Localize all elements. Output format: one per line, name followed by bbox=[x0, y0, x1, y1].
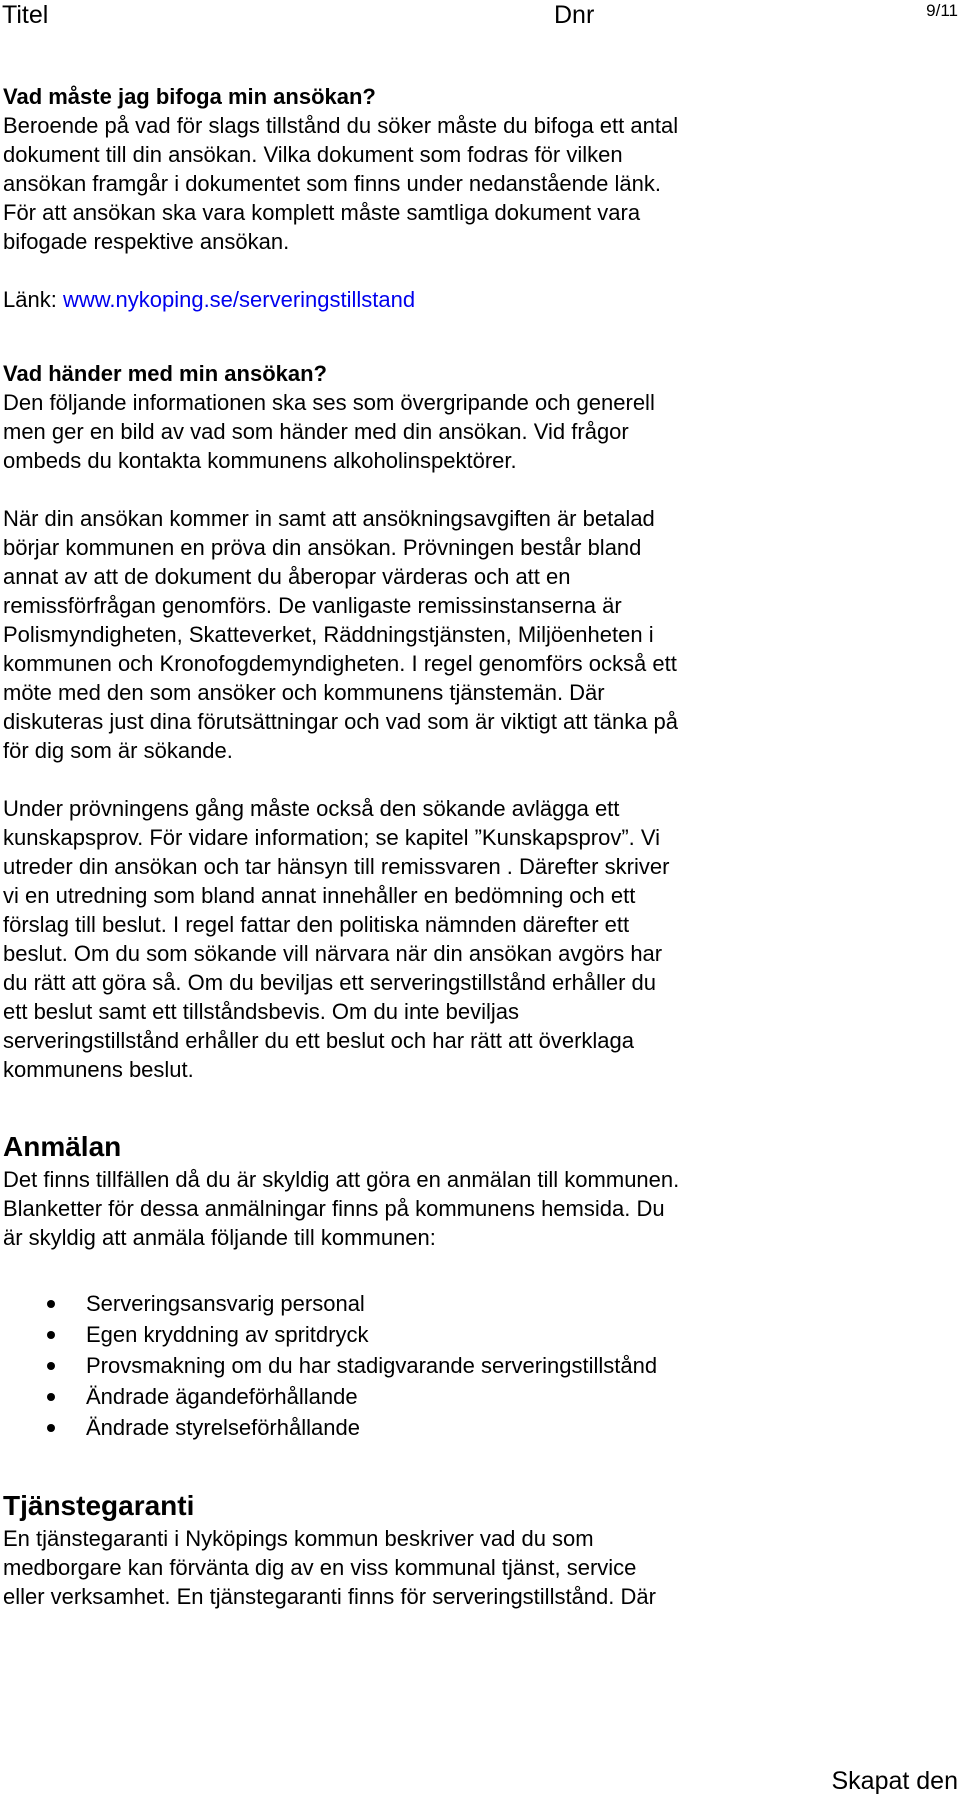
list-item bbox=[3, 1319, 793, 1350]
attach-line: ansökan framgår i dokumentet som finns under nedanstående länk. bbox=[3, 171, 661, 196]
list-item bbox=[3, 1350, 793, 1381]
list-item bbox=[3, 1381, 793, 1412]
process-line: du rätt att göra så. Om du beviljas ett serveringstillstånd erhåller du bbox=[3, 970, 656, 995]
heading-attach: Vad måste jag bifoga min ansökan? bbox=[3, 84, 376, 109]
process-line: Polismyndigheten, Skatteverket, Räddningstjänsten, Miljöenheten i bbox=[3, 622, 654, 647]
process-line: men ger en bild av vad som händer med din ansökan. Vid frågor bbox=[3, 419, 629, 444]
guarantee-line: En tjänstegaranti i Nyköpings kommun beskriver vad du som bbox=[3, 1526, 594, 1551]
list-item-label: Provsmakning om du har stadigvarande serveringstillstånd bbox=[86, 1353, 658, 1378]
attach-line: bifogade respektive ansökan. bbox=[3, 229, 290, 254]
attach-line: dokument till din ansökan. Vilka dokument som fodras för vilken bbox=[3, 142, 623, 167]
process-line: diskuteras just dina förutsättningar och vad som är viktigt att tänka på bbox=[3, 709, 679, 734]
process-line: remissförfrågan genomförs. De vanligaste remissinstanserna är bbox=[3, 593, 622, 618]
header-title: Titel bbox=[2, 1, 49, 29]
header-dnr: Dnr bbox=[554, 1, 595, 29]
serveringstillstand-link[interactable]: www.nykoping.se/serveringstillstand bbox=[62, 287, 416, 312]
process-line: Den följande informationen ska ses som övergripande och generell bbox=[3, 390, 655, 415]
process-line: börjar kommunen en pröva din ansökan. Prövningen består bland bbox=[3, 535, 642, 560]
attach-line: För att ansökan ska vara komplett måste samtliga dokument vara bbox=[3, 200, 641, 225]
list-item bbox=[3, 1288, 793, 1319]
process-line: kommunen och Kronofogdemyndigheten. I regel genomförs också ett bbox=[3, 651, 677, 676]
bullet-icon bbox=[47, 1424, 55, 1432]
process-line: ombeds du kontakta kommunens alkoholinspektörer. bbox=[3, 448, 517, 473]
attach-line: Beroende på vad för slags tillstånd du söker måste du bifoga ett antal bbox=[3, 113, 679, 138]
link-row bbox=[3, 285, 793, 314]
bullet-icon bbox=[47, 1331, 55, 1339]
process-line: kommunens beslut. bbox=[3, 1057, 194, 1082]
link-label: Länk: bbox=[3, 287, 63, 312]
process-line: Under prövningens gång måste också den sökande avlägga ett bbox=[3, 796, 620, 821]
list-item-label: Egen kryddning av spritdryck bbox=[86, 1322, 369, 1347]
heading-process: Vad händer med min ansökan? bbox=[3, 361, 327, 386]
process-line: vi en utredning som bland annat innehåller en bedömning och ett bbox=[3, 883, 636, 908]
process-line: ett beslut samt ett tillståndsbevis. Om du inte beviljas bbox=[3, 999, 520, 1024]
page-number: 9/11 bbox=[926, 1, 958, 20]
heading-guarantee: Tjänstegaranti bbox=[3, 1490, 195, 1521]
process-line: När din ansökan kommer in samt att ansökningsavgiften är betalad bbox=[3, 506, 655, 531]
bullet-icon bbox=[47, 1393, 55, 1401]
list-item-label: Ändrade styrelseförhållande bbox=[86, 1415, 360, 1440]
list-item-label: Ändrade ägandeförhållande bbox=[86, 1384, 358, 1409]
process-line: utreder din ansökan och tar hänsyn till remissvaren . Därefter skriver bbox=[3, 854, 670, 879]
document-body bbox=[3, 82, 793, 1611]
bullet-icon bbox=[47, 1362, 55, 1370]
guarantee-line: medborgare kan förvänta dig av en viss kommunal tjänst, service bbox=[3, 1555, 637, 1580]
process-line: för dig som är sökande. bbox=[3, 738, 233, 763]
notice-line: Det finns tillfällen då du är skyldig att göra en anmälan till kommunen. bbox=[3, 1167, 680, 1192]
heading-notice: Anmälan bbox=[3, 1131, 122, 1162]
process-line: annat av att de dokument du åberopar värderas och att en bbox=[3, 564, 571, 589]
footer-created: Skapat den bbox=[831, 1767, 958, 1795]
process-line: förslag till beslut. I regel fattar den politiska nämnden därefter ett bbox=[3, 912, 630, 937]
process-line: kunskapsprov. För vidare information; se kapitel ”Kunskapsprov”. Vi bbox=[3, 825, 661, 850]
list-item-label: Serveringsansvarig personal bbox=[86, 1291, 365, 1316]
list-item bbox=[3, 1412, 793, 1443]
process-line: serveringstillstånd erhåller du ett beslut och har rätt att överklaga bbox=[3, 1028, 634, 1053]
process-line: beslut. Om du som sökande vill närvara när din ansökan avgörs har bbox=[3, 941, 663, 966]
bullet-icon bbox=[47, 1300, 55, 1308]
process-line: möte med den som ansöker och kommunens tjänstemän. Där bbox=[3, 680, 605, 705]
notice-line: är skyldig att anmäla följande till kommunen: bbox=[3, 1225, 436, 1250]
guarantee-line: eller verksamhet. En tjänstegaranti finns för serveringstillstånd. Där bbox=[3, 1584, 656, 1609]
notice-list bbox=[3, 1288, 793, 1443]
notice-line: Blanketter för dessa anmälningar finns på kommunens hemsida. Du bbox=[3, 1196, 665, 1221]
